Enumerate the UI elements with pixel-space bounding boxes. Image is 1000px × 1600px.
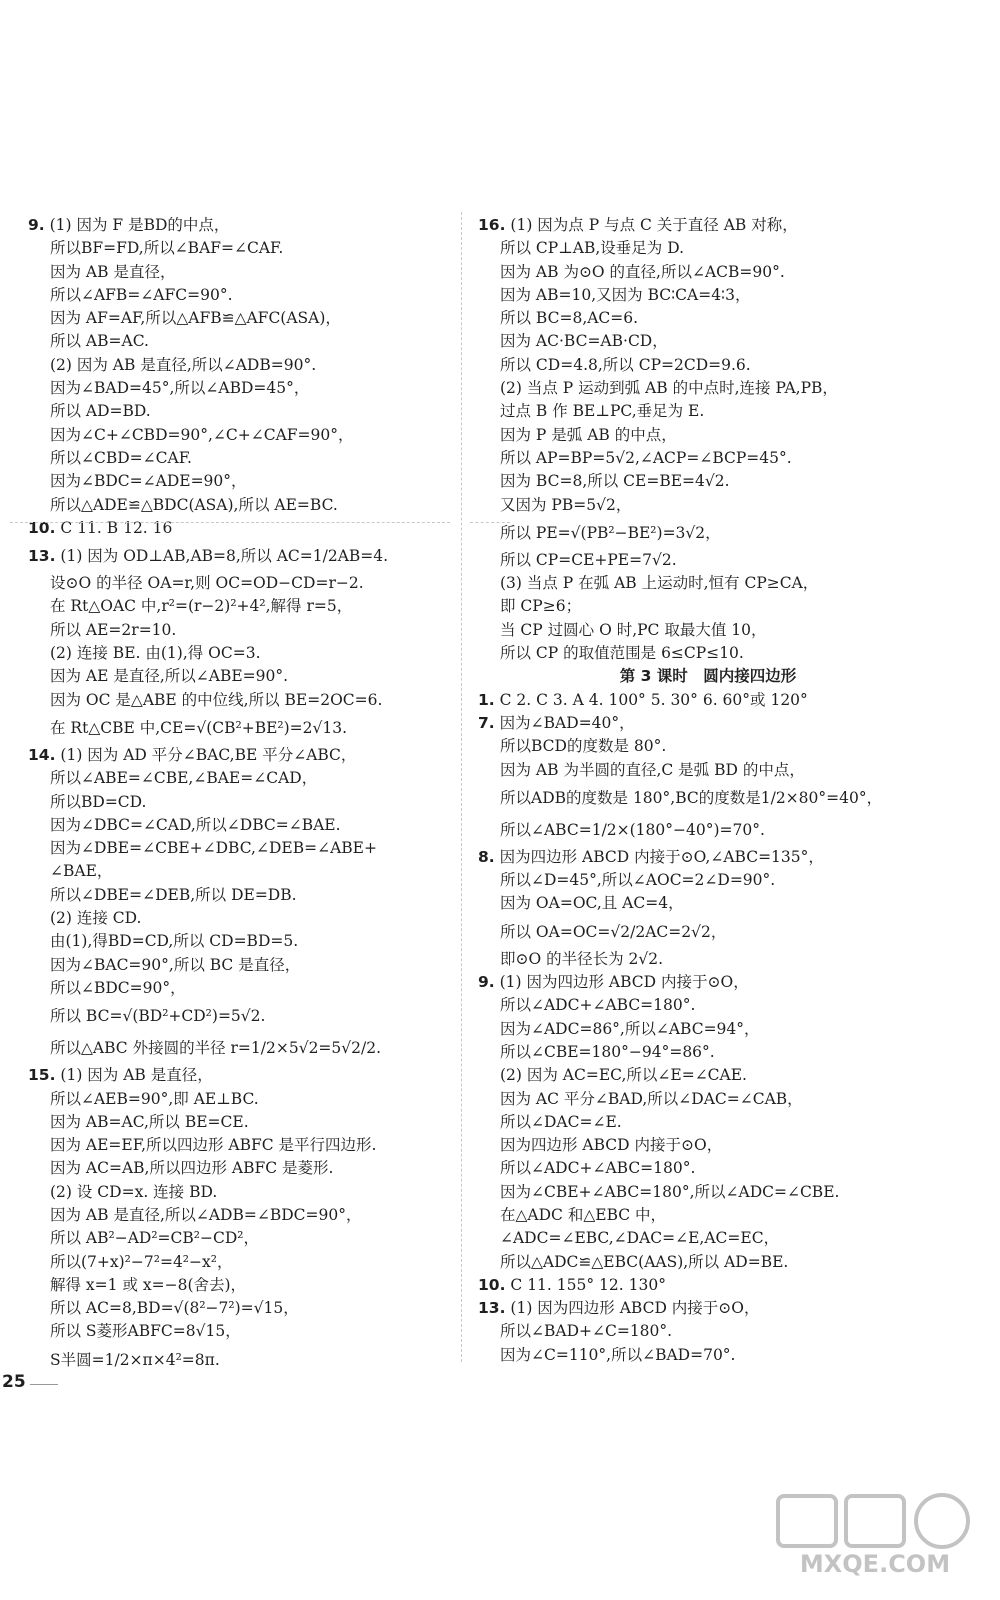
answer-line <box>478 1041 978 1064</box>
answer-text: 所以∠AEB=90°,即 AE⊥BC. <box>50 1089 259 1108</box>
answer-line <box>478 400 978 423</box>
answer-text: 所以 AE=2r=10. <box>50 620 177 639</box>
answer-line <box>28 1320 453 1343</box>
answer-text: 因为 AB 为半圆的直径,C 是弧 BD 的中点， <box>500 760 805 779</box>
answer-text: 由(1),得BD=CD,所以 CD=BD=5. <box>50 932 299 951</box>
answer-text: 所以 AD=BD. <box>50 402 151 421</box>
question-number: 7. <box>478 713 495 732</box>
section-heading <box>478 665 978 688</box>
answer-line <box>478 994 978 1017</box>
answer-text: 所以∠BAD+∠C=180°. <box>500 1322 673 1341</box>
answer-text: 所以 CD=4.8,所以 CP=2CD=9.6. <box>500 355 751 374</box>
answer-text: C 11. B 12. 16 <box>60 518 173 537</box>
answer-line <box>28 1157 453 1180</box>
answer-line <box>478 377 978 400</box>
question-number: 9. <box>28 216 45 234</box>
answer-text: 在 Rt△CBE 中,CE=√(CB²+BE²)=2√13. <box>50 718 348 737</box>
answer-line <box>478 549 978 572</box>
answer-line <box>478 1297 978 1320</box>
question-number: 9. <box>478 973 495 992</box>
answer-text: 所以 AC=8,BD=√(8²−7²)=√15， <box>50 1299 299 1318</box>
answer-line <box>28 1204 453 1227</box>
answer-text: 所以∠ADC+∠ABC=180°. <box>500 1159 696 1178</box>
page-number: 25 <box>2 1372 26 1392</box>
answer-text: 即 CP≥6； <box>500 597 582 616</box>
answer-line <box>478 916 978 948</box>
answer-text: 因为∠BAC=90°,所以 BC 是直径， <box>50 955 301 974</box>
answer-text: S半圆=1/2×π×4²=8π. <box>50 1350 220 1369</box>
answer-line <box>28 642 453 665</box>
answer-line <box>478 330 978 353</box>
answer-text: 所以(7+x)²−7²=4²−x²， <box>50 1252 233 1271</box>
answer-line <box>28 237 453 260</box>
answer-line <box>28 517 453 540</box>
answer-text: 所以 AP=BP=5√2,∠ACP=∠BCP=45°. <box>500 448 792 467</box>
answer-text: 所以 AB²−AD²=CB²−CD²， <box>50 1229 259 1248</box>
answer-line <box>28 595 453 618</box>
answer-line <box>478 846 978 869</box>
answer-line <box>28 377 453 400</box>
answer-line <box>478 470 978 493</box>
answer-text: 因为 AC 平分∠BAD,所以∠DAC=∠CAB， <box>500 1089 803 1108</box>
answer-text: (1) 因为四边形 ABCD 内接于⊙O， <box>499 973 749 992</box>
answer-text: ∠BAE， <box>50 862 113 881</box>
answer-line <box>28 424 453 447</box>
answer-line <box>478 1181 978 1204</box>
answer-text: 因为 AB 为⊙O 的直径,所以∠ACB=90°. <box>500 262 785 281</box>
answer-line <box>28 494 453 517</box>
answer-line <box>478 971 978 994</box>
answer-text: 所以∠CBE=180°−94°=86°. <box>500 1042 715 1061</box>
answer-line <box>28 214 453 237</box>
right-column <box>478 214 978 1367</box>
answer-line <box>28 1181 453 1204</box>
answer-text: 因为 AE=EF,所以四边形 ABFC 是平行四边形. <box>50 1136 377 1155</box>
question-number: 13. <box>478 1299 506 1318</box>
question-number: 15. <box>28 1066 56 1085</box>
answer-text: 所以 OA=OC=√2/2AC=2√2， <box>500 922 727 941</box>
question-number: 13. <box>28 547 56 566</box>
answer-line <box>478 1064 978 1087</box>
answer-line <box>28 1227 453 1250</box>
answer-line <box>28 1134 453 1157</box>
answer-text: 所以BF=FD,所以∠BAF=∠CAF. <box>50 239 284 258</box>
watermark-logo <box>770 1492 980 1578</box>
answer-line <box>28 689 453 712</box>
answer-text: 因为 AB=10,又因为 BC∶CA=4∶3， <box>500 285 751 304</box>
answer-line <box>28 1274 453 1297</box>
section-divider-left <box>10 522 450 523</box>
answer-line <box>28 791 453 814</box>
answer-line <box>28 447 453 470</box>
answer-line <box>28 1000 453 1032</box>
answer-line <box>28 814 453 837</box>
answer-line <box>28 470 453 493</box>
answer-text: 所以△ABC 外接圆的半径 r=1/2×5√2=5√2/2. <box>50 1039 382 1058</box>
answer-text: (1) 因为 AD 平分∠BAC,BE 平分∠ABC， <box>60 745 357 764</box>
answer-text: 因为∠DBE=∠CBE+∠DBC,∠DEB=∠ABE+ <box>50 839 377 858</box>
answer-line <box>478 642 978 665</box>
answer-text: 又因为 PB=5√2， <box>500 495 632 514</box>
answer-line <box>478 869 978 892</box>
answer-line <box>28 1251 453 1274</box>
column-divider <box>461 212 462 1362</box>
answer-line <box>478 1157 978 1180</box>
answer-line <box>28 307 453 330</box>
answer-line <box>28 1032 453 1064</box>
answer-line <box>478 814 978 846</box>
answer-text: 所以∠AFB=∠AFC=90°. <box>50 285 233 304</box>
answer-text: 所以∠BDC=90°， <box>50 978 186 997</box>
question-number: 1. <box>478 690 495 709</box>
answer-line <box>478 759 978 782</box>
answer-line <box>28 954 453 977</box>
answer-line <box>28 1088 453 1111</box>
answer-line <box>28 330 453 353</box>
answer-text: 所以BD=CD. <box>50 792 147 811</box>
answer-line <box>28 977 453 1000</box>
answer-line <box>478 214 978 237</box>
question-number: 14. <box>28 745 56 764</box>
answer-text: 所以△ADC≌△EBC(AAS),所以 AD=BE. <box>500 1252 789 1271</box>
answer-text: (2) 因为 AC=EC,所以∠E=∠CAE. <box>500 1066 747 1085</box>
answer-line <box>478 892 978 915</box>
watermark-text: MXQE.COM <box>799 1550 951 1578</box>
answer-text: 所以∠ABE=∠CBE,∠BAE=∠CAD， <box>50 769 318 788</box>
answer-line <box>478 735 978 758</box>
answer-line <box>478 782 978 814</box>
answer-line <box>478 517 978 549</box>
answer-line <box>478 689 978 712</box>
answer-text: ∠ADC=∠EBC,∠DAC=∠E,AC=EC， <box>500 1229 780 1248</box>
answer-text: C 2. C 3. A 4. 100° 5. 30° 6. 60°或 120° <box>499 690 808 709</box>
answer-text: (1) 因为 F 是BD的中点， <box>49 216 230 234</box>
answer-text: 因为 AB=AC,所以 BE=CE. <box>50 1112 249 1131</box>
answer-text: 所以BCD的度数是 80°. <box>500 737 667 756</box>
answer-text: 因为四边形 ABCD 内接于⊙O， <box>500 1136 723 1155</box>
answer-line <box>28 837 453 860</box>
answer-text: 因为 BC=8,所以 CE=BE=4√2. <box>500 472 730 491</box>
answer-line <box>478 1204 978 1227</box>
answer-line <box>478 1227 978 1250</box>
answer-text: (2) 设 CD=x. 连接 BD. <box>50 1182 218 1201</box>
answer-line <box>28 744 453 767</box>
answer-text: (2) 连接 BE. 由(1),得 OC=3. <box>50 644 261 663</box>
answer-text: (2) 当点 P 运动到弧 AB 的中点时,连接 PA,PB， <box>500 379 838 398</box>
answer-line <box>28 1111 453 1134</box>
question-number: 8. <box>478 847 495 866</box>
answer-text: 所以 AB=AC. <box>50 332 149 351</box>
answer-text: (3) 当点 P 在弧 AB 上运动时,恒有 CP≥CA， <box>500 574 819 593</box>
answer-text: 所以∠CBD=∠CAF. <box>50 448 192 467</box>
answer-line <box>28 354 453 377</box>
answer-text: 因为 OC 是△ABE 的中位线,所以 BE=2OC=6. <box>50 690 383 709</box>
answer-line <box>28 860 453 883</box>
answer-text: 因为 AB 是直径,所以∠ADB=∠BDC=90°， <box>50 1205 362 1224</box>
answer-line <box>478 424 978 447</box>
answer-line <box>478 354 978 377</box>
answer-text: 所以 CP⊥AB,设垂足为 D. <box>500 239 685 258</box>
answer-line <box>478 712 978 735</box>
answer-text: (1) 因为点 P 与点 C 关于直径 AB 对称， <box>510 216 798 234</box>
answer-text: 所以ADB的度数是 180°,BC的度数是1/2×80°=40°， <box>500 788 883 807</box>
answer-line <box>478 1274 978 1297</box>
answer-line <box>478 261 978 284</box>
answer-line <box>478 1088 978 1111</box>
answer-line <box>478 948 978 971</box>
answer-text: 因为 AC=AB,所以四边形 ABFC 是菱形. <box>50 1159 334 1178</box>
answer-line <box>478 1018 978 1041</box>
answer-text: 过点 B 作 BE⊥PC,垂足为 E. <box>500 402 705 421</box>
answer-text: C 11. 155° 12. 130° <box>510 1275 666 1294</box>
answer-text: 所以 CP=CE+PE=7√2. <box>500 550 677 569</box>
answer-line <box>478 1320 978 1343</box>
question-number: 10. <box>28 518 56 537</box>
answer-text: 因为 AE 是直径,所以∠ABE=90°. <box>50 667 289 686</box>
answer-text: 因为∠BDC=∠ADE=90°， <box>50 472 247 491</box>
answer-text: 因为∠DBC=∠CAD,所以∠DBC=∠BAE. <box>50 815 341 834</box>
answer-text: 当 CP 过圆心 O 时,PC 取最大值 10， <box>500 620 767 639</box>
answer-text: 解得 x=1 或 x=−8(舍去)， <box>50 1275 247 1294</box>
question-number: 10. <box>478 1275 506 1294</box>
answer-text: 因为∠BAD=45°,所以∠ABD=45°， <box>50 379 310 398</box>
answer-text: 所以∠DAC=∠E. <box>500 1112 622 1131</box>
answer-line <box>478 447 978 470</box>
answer-line <box>478 284 978 307</box>
answer-text: 因为∠BAD=40°， <box>499 713 635 732</box>
answer-text: 设⊙O 的半径 OA=r,则 OC=OD−CD=r−2. <box>50 574 364 593</box>
answer-text: 所以∠D=45°,所以∠AOC=2∠D=90°. <box>500 871 776 890</box>
answer-text: 因为 AC·BC=AB·CD， <box>500 332 668 351</box>
answer-line <box>478 307 978 330</box>
answer-text: 在△ADC 和△EBC 中， <box>500 1205 667 1224</box>
answer-line <box>28 572 453 595</box>
answer-text: (2) 连接 CD. <box>50 909 142 928</box>
answer-line <box>28 619 453 642</box>
answer-text: 所以 PE=√(PB²−BE²)=3√2， <box>500 523 721 542</box>
answer-line <box>28 884 453 907</box>
page-number-rule <box>30 1384 58 1385</box>
answer-text: 所以 S菱形ABFC=8√15， <box>50 1322 241 1341</box>
answer-text: 因为∠C=110°,所以∠BAD=70°. <box>500 1345 736 1364</box>
answer-text: 在 Rt△OAC 中,r²=(r−2)²+4²,解得 r=5， <box>50 597 353 616</box>
answer-line <box>478 572 978 595</box>
answer-line <box>28 400 453 423</box>
answer-line <box>28 1064 453 1087</box>
answer-line <box>28 767 453 790</box>
answer-line <box>478 1134 978 1157</box>
answer-text: 因为四边形 ABCD 内接于⊙O,∠ABC=135°， <box>499 847 824 866</box>
answer-text: 所以∠ABC=1/2×(180°−40°)=70°. <box>500 820 765 839</box>
answer-text: (1) 因为四边形 ABCD 内接于⊙O， <box>510 1299 760 1318</box>
answer-line <box>478 1251 978 1274</box>
answer-line <box>478 494 978 517</box>
answer-line <box>28 1344 453 1376</box>
answer-text: 因为∠CBE+∠ABC=180°,所以∠ADC=∠CBE. <box>500 1182 840 1201</box>
question-number: 16. <box>478 216 506 234</box>
answer-text: 因为 OA=OC,且 AC=4， <box>500 894 684 913</box>
answer-line <box>478 595 978 618</box>
answer-text: 第 3 课时 圆内接四边形 <box>619 667 797 686</box>
answer-text: 所以 BC=√(BD²+CD²)=5√2. <box>50 1007 266 1026</box>
answer-line <box>28 907 453 930</box>
answer-line <box>28 540 453 572</box>
answer-line <box>478 1344 978 1367</box>
answer-line <box>478 1111 978 1134</box>
answer-text: 所以∠ADC+∠ABC=180°. <box>500 996 696 1015</box>
answer-line <box>28 284 453 307</box>
answer-line <box>28 712 453 744</box>
answer-text: (2) 因为 AB 是直径,所以∠ADB=90°. <box>50 355 317 374</box>
answer-text: 因为∠C+∠CBD=90°,∠C+∠CAF=90°， <box>50 425 354 444</box>
answer-line <box>478 619 978 642</box>
answer-text: 所以 CP 的取值范围是 6≤CP≤10. <box>500 644 744 663</box>
answer-line <box>28 665 453 688</box>
answer-text: 因为 AF=AF,所以△AFB≌△AFC(ASA)， <box>50 309 341 328</box>
answer-text: 即⊙O 的半径长为 2√2. <box>500 949 664 968</box>
answer-line <box>28 1297 453 1320</box>
answer-text: 所以 BC=8,AC=6. <box>500 309 639 328</box>
answer-text: 因为 P 是弧 AB 的中点， <box>500 425 677 444</box>
answer-text: 所以△ADE≌△BDC(ASA),所以 AE=BC. <box>50 495 338 514</box>
answer-line <box>28 930 453 953</box>
answer-text: 因为∠ADC=86°,所以∠ABC=94°， <box>500 1019 760 1038</box>
answer-line <box>478 237 978 260</box>
answer-text: (1) 因为 OD⊥AB,AB=8,所以 AC=1/2AB=4. <box>60 547 389 566</box>
answer-text: (1) 因为 AB 是直径， <box>60 1066 213 1085</box>
answer-line <box>28 261 453 284</box>
left-column <box>28 214 453 1376</box>
answer-text: 所以∠DBE=∠DEB,所以 DE=DB. <box>50 885 297 904</box>
answer-text: 因为 AB 是直径， <box>50 262 176 281</box>
